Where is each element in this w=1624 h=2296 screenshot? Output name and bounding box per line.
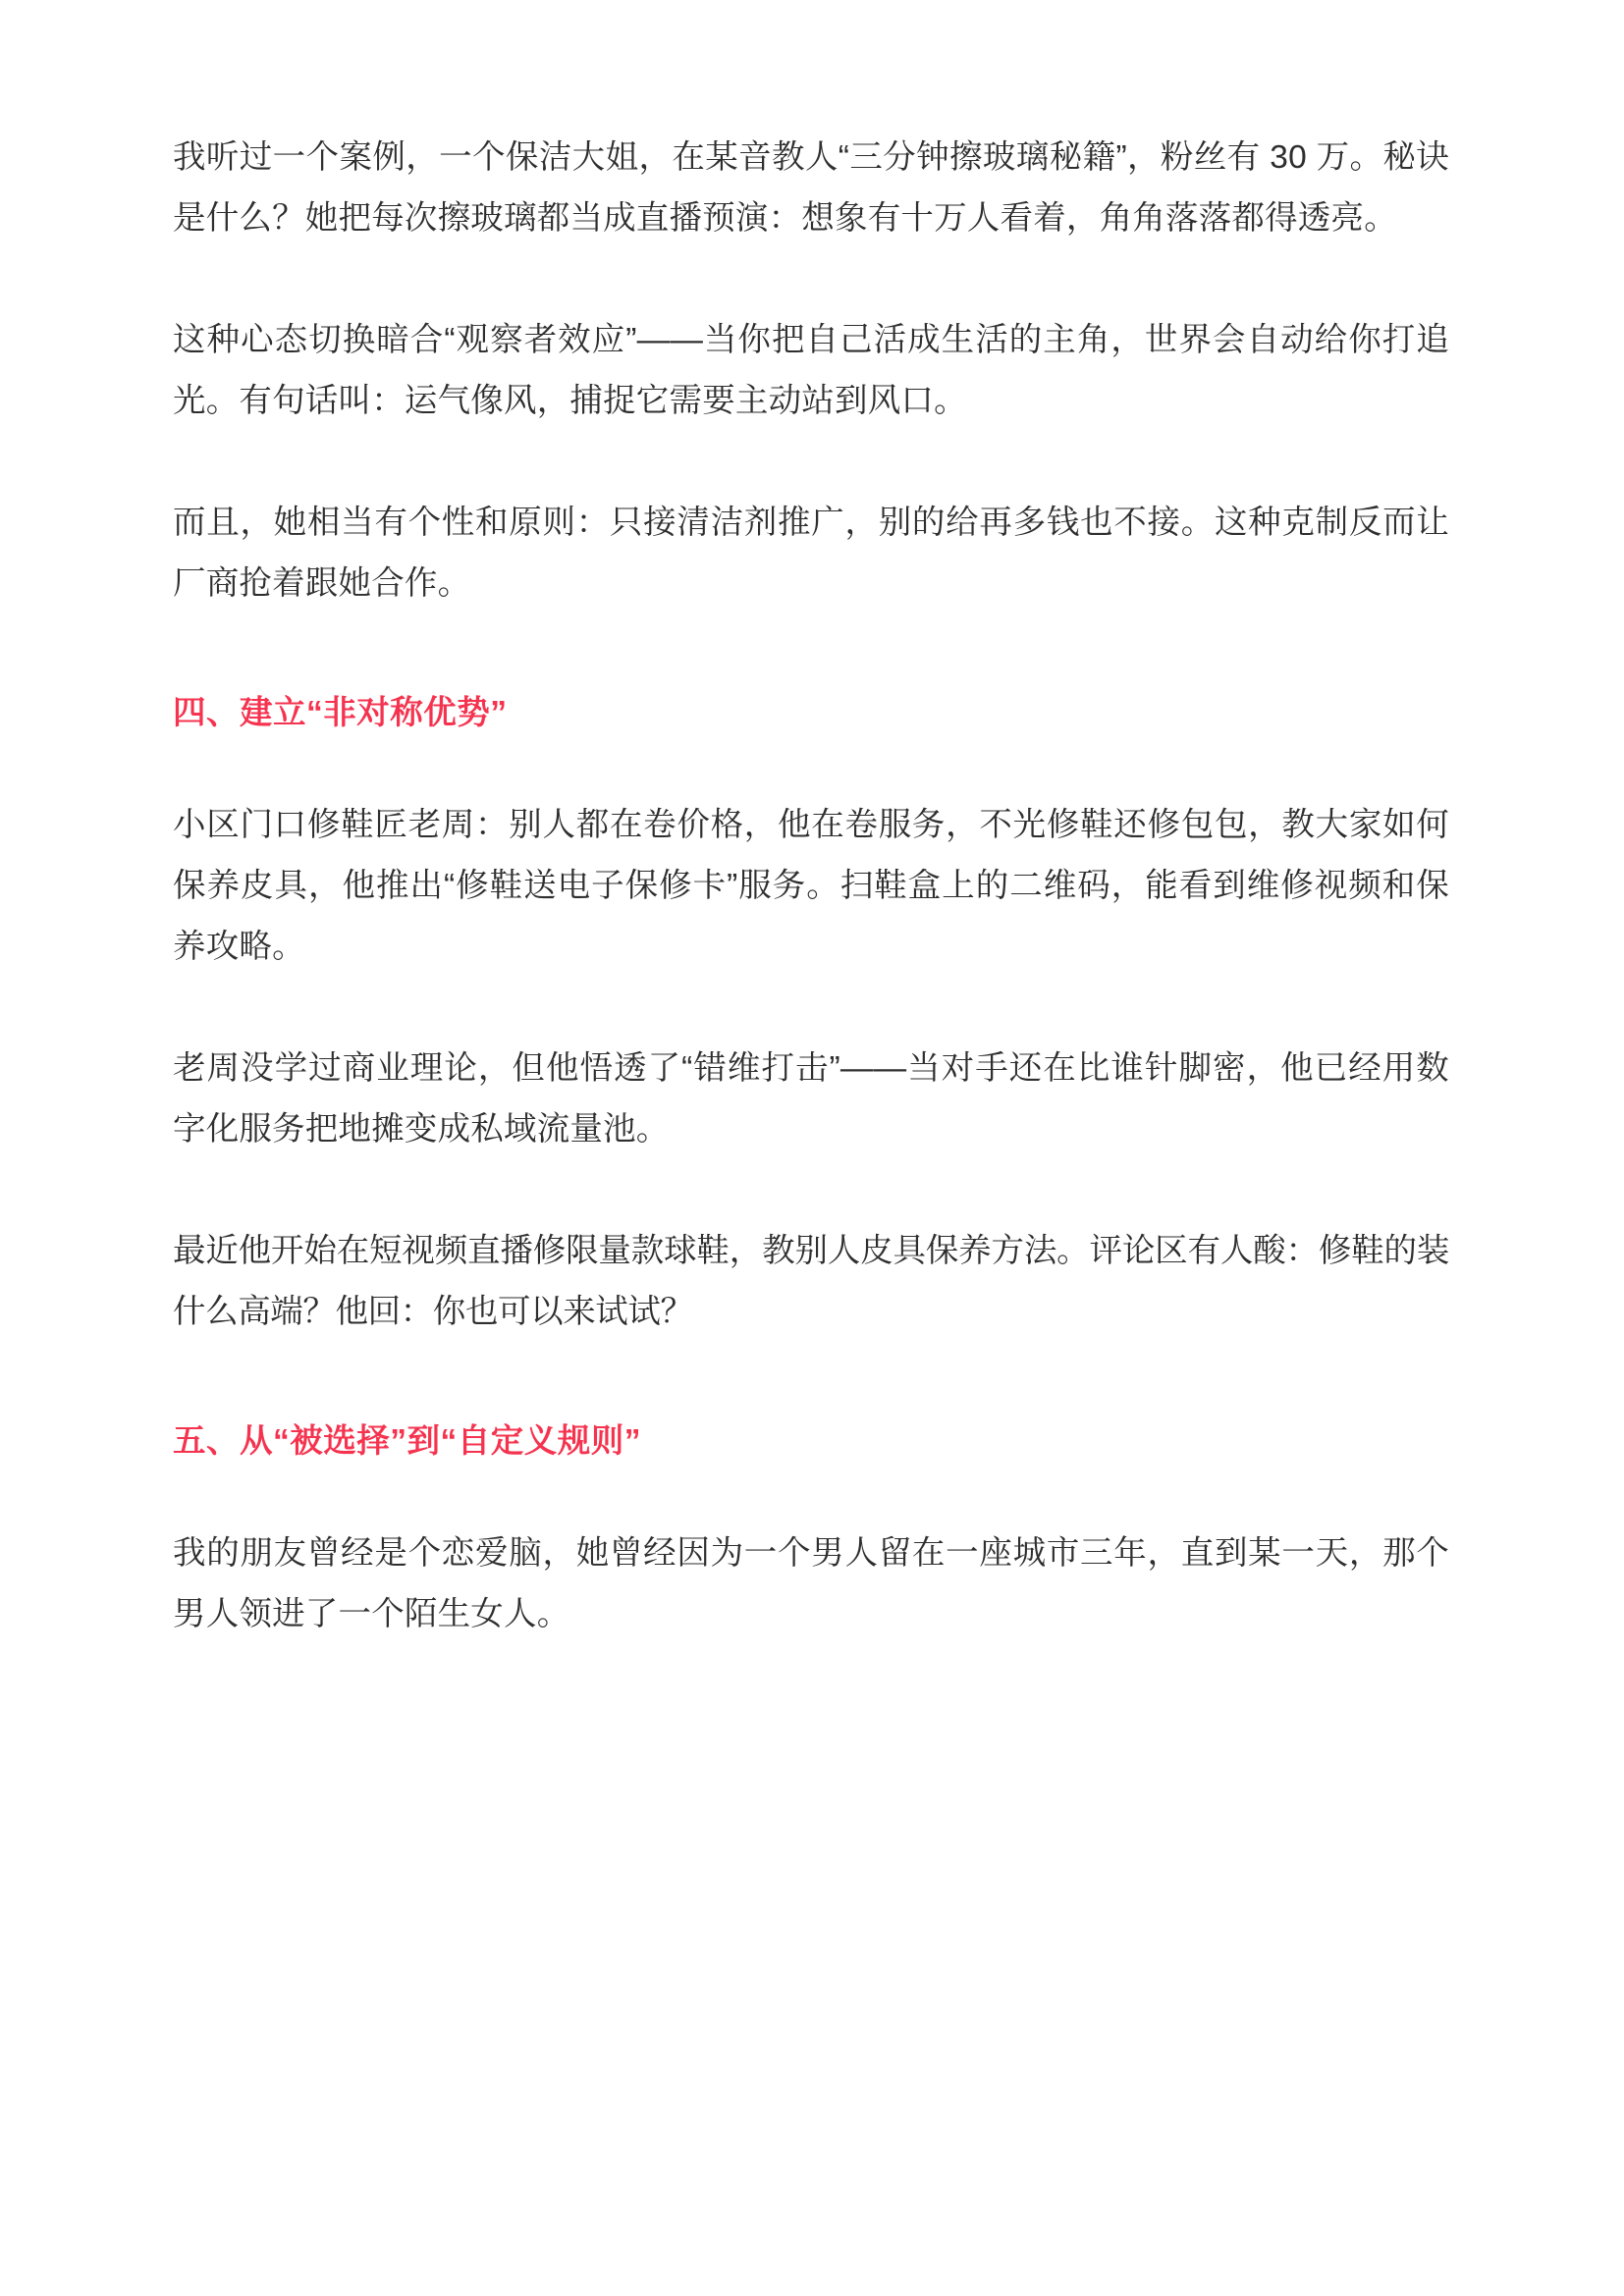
section-heading-four: 四、建立“非对称优势” [173, 695, 508, 731]
paragraph-friend-story: 我的朋友曾经是个恋爱脑，她曾经因为一个男人留在一座城市三年，直到某一天，那个男人领进了一个陌生女人。 [173, 1535, 1449, 1632]
paragraph-cobbler-livestream: 最近他开始在短视频直播修限量款球鞋，教别人皮具保养方法。评论区有人酸：修鞋的装什么高端？他回：你也可以来试试？ [173, 1233, 1449, 1330]
paragraph-cleaner-case: 我听过一个案例，一个保洁大姐，在某音教人“三分钟擦玻璃秘籍”，粉丝有 30 万。秘诀是什么？她把每次擦玻璃都当成直播预演：想象有十万人看着，角角落落都得透亮。 [173, 139, 1449, 237]
section-heading-five: 五、从“被选择”到“自定义规则” [173, 1423, 641, 1460]
paragraph-observer-effect: 这种心态切换暗合“观察者效应”——当你把自己活成生活的主角，世界会自动给你打追光。有句话叫：运气像风，捕捉它需要主动站到风口。 [173, 322, 1449, 419]
document-body [173, 128, 1449, 1645]
paragraph-principles: 而且，她相当有个性和原则：只接清洁剂推广，别的给再多钱也不接。这种克制反而让厂商抢着跟她合作。 [173, 505, 1449, 602]
paragraph-cobbler-intro: 小区门口修鞋匠老周：别人都在卷价格，他在卷服务，不光修鞋还修包包，教大家如何保养皮具，他推出“修鞋送电子保修卡”服务。扫鞋盒上的二维码，能看到维修视频和保养攻略。 [173, 807, 1449, 965]
paragraph-cobbler-theory: 老周没学过商业理论，但他悟透了“错维打击”——当对手还在比谁针脚密，他已经用数字化服务把地摊变成私域流量池。 [173, 1050, 1449, 1148]
